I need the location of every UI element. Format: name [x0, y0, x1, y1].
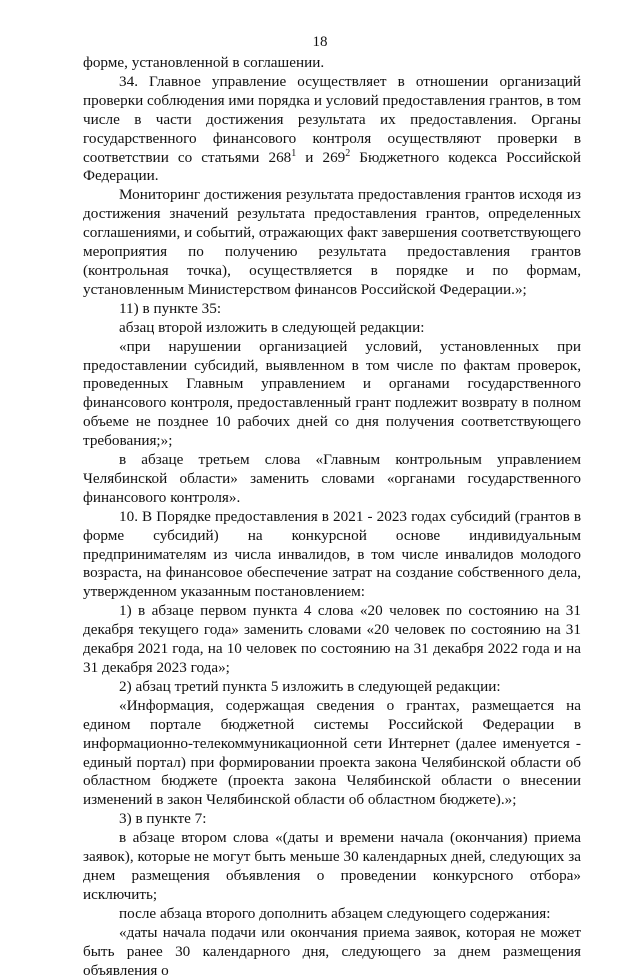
- paragraph: абзац второй изложить в следующей редакции:: [119, 318, 425, 336]
- paragraph-text: и 269: [296, 148, 346, 166]
- paragraph: 10. В Порядке предоставления в 2021 - 2023 годах субсидий (грантов в форме субсидий) на конкурсной основе индивидуальным предпринимателям из числа инвалидов, в том числе инвалидов молодого возраста, на финансовое обеспечение затрат на создание собственного дела, утвержденном указанным постановлением:: [83, 507, 581, 601]
- superscript: 2: [345, 147, 351, 159]
- superscript: 1: [291, 147, 297, 159]
- paragraph: «Информация, содержащая сведения о грантах, размещается на едином портале бюджетной системы Российской Федерации в информационно-телекоммуникационной сети Интернет (далее именуется - единый портал) при формировании проекта закона Челябинской области об областном бюджете (проекта закона Челябинской области о внесении изменений в закон Челябинской области об областном бюджете).»;: [83, 696, 581, 809]
- paragraph: 2) абзац третий пункта 5 изложить в следующей редакции:: [119, 677, 501, 695]
- document-body: [83, 54, 581, 980]
- paragraph: форме, установленной в соглашении.: [83, 54, 325, 71]
- paragraph-text: 34. Главное управление осуществляет в отношении организаций проверки соблюдения ими порядка и условий предоставления грантов, в том числе в части достижения результата их предоставления. Органы государственного финансового контроля осуществляют проверки в соответствии со статьями 268: [83, 72, 581, 166]
- paragraph: в абзаце третьем слова «Главным контрольным управлением Челябинской области» заменить словами «органами государственного финансового контроля».: [83, 451, 581, 506]
- paragraph: 3) в пункте 7:: [119, 810, 207, 828]
- paragraph: в абзаце втором слова «(даты и времени начала (окончания) приема заявок), которые не могут быть меньше 30 календарных дней, следующих за днем размещения объявления о проведении конкурсного отбора» исключить;: [83, 829, 581, 903]
- paragraph: [83, 73, 581, 186]
- paragraph-text: Бюджетного кодекса Российской Федерации.: [83, 148, 581, 185]
- page-number: 18: [312, 34, 328, 50]
- paragraph: 11) в пункте 35:: [119, 299, 222, 317]
- paragraph: «при нарушении организацией условий, установленных при предоставлении субсидий, выявленном в том числе по фактам проверок, проведенных Главным управлением и органами государственного финансового контроля, предоставленный грант подлежит возврату в полном объеме не позднее 10 рабочих дней со дня получения соответствующего требования;»;: [83, 337, 581, 450]
- paragraph: Мониторинг достижения результата предоставления грантов исходя из достижения значений результата предоставления грантов, определенных соглашениями, и событий, отражающих факт завершения соответствующего мероприятия по получению результата предоставления грантов (контрольная точка), осуществляется в порядке и по формам, установленным Министерством финансов Российской Федерации.»;: [83, 186, 581, 298]
- paragraph: 1) в абзаце первом пункта 4 слова «20 человек по состоянию на 31 декабря текущего года» заменить словами «20 человек по состоянию на 31 декабря 2021 года, на 10 человек по состоянию на 31 декабря 2022 года и на 31 декабря 2023 года»;: [83, 602, 581, 676]
- paragraph: «даты начала подачи или окончания приема заявок, которая не может быть ранее 30 календарного дня, следующего за днем размещения объявления о: [83, 923, 581, 979]
- paragraph: после абзаца второго дополнить абзацем следующего содержания:: [119, 904, 551, 922]
